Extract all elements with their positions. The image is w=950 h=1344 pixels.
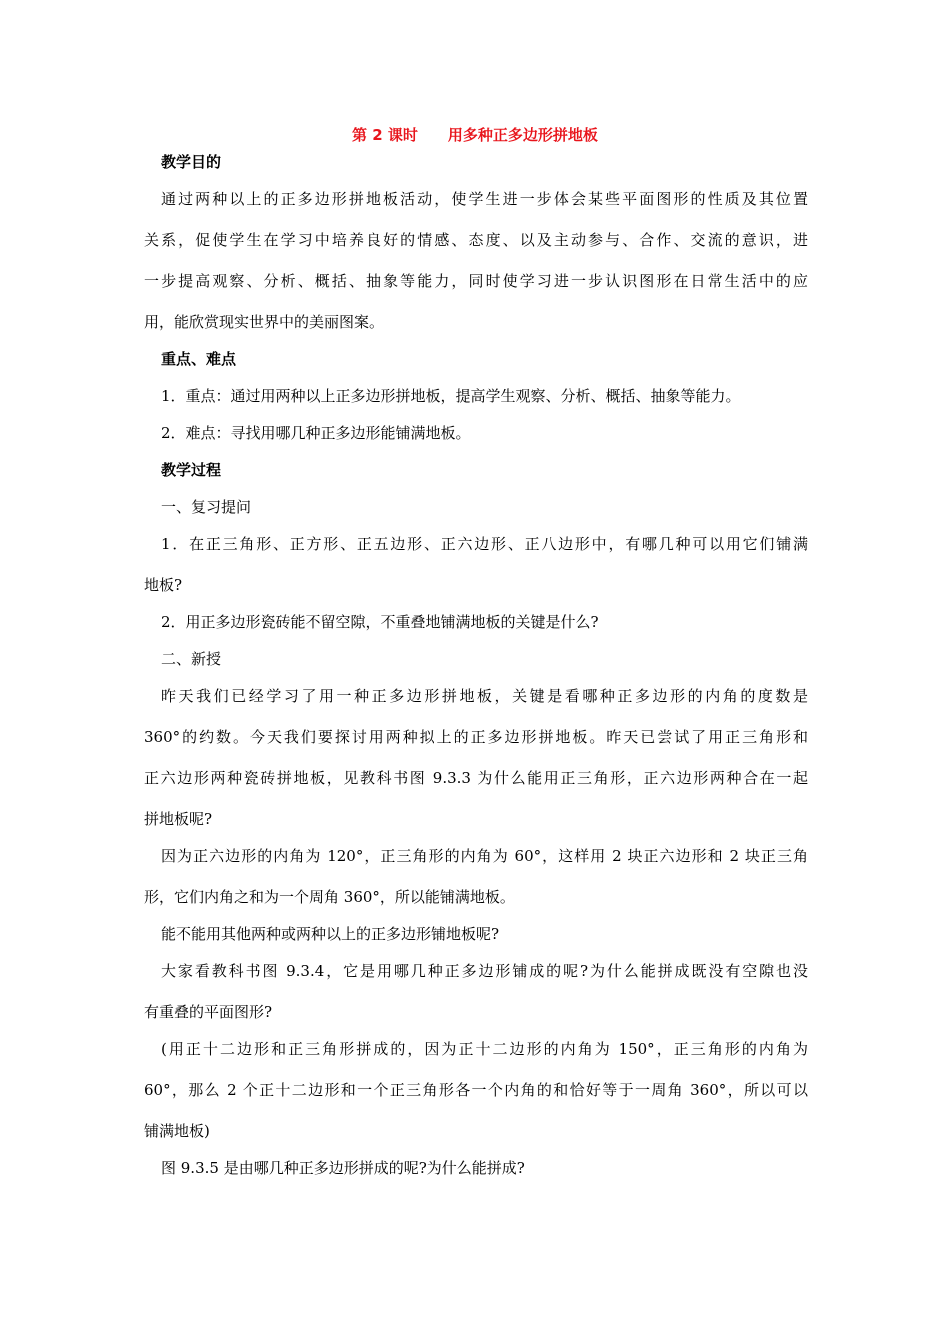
paragraph-1-line-2: 360°的约数。今天我们要探讨用两种拟上的正多边形拼地板。昨天已尝试了用正三角形和 — [144, 728, 808, 746]
paragraph-5-line-2: 60°，那么 2 个正十二边形和一个正三角形各一个内角的和恰好等于一周角 360°，所以可以 — [144, 1081, 808, 1099]
goal-line-4: 用，能欣赏现实世界中的美丽图案。 — [144, 313, 385, 331]
document-body — [144, 150, 808, 1193]
review-heading: 一、复习提问 — [161, 498, 252, 516]
review-question-1-line-1: 1．在正三角形、正方形、正五边形、正六边形、正八边形中，有哪几种可以用它们铺满 — [161, 535, 808, 553]
new-lesson-heading: 二、新授 — [161, 650, 222, 668]
paragraph-4-line-2: 有重叠的平面图形? — [144, 1003, 273, 1021]
paragraph-5-line-1: (用正十二边形和正三角形拼成的，因为正十二边形的内角为 150°，正三角形的内角为 — [161, 1040, 808, 1058]
paragraph-2-line-1: 因为正六边形的内角为 120°，正三角形的内角为 60°，这样用 2 块正六边形和 2 块正三角 — [161, 847, 808, 865]
review-question-1-line-2: 地板? — [144, 576, 183, 594]
paragraph-3: 能不能用其他两种或两种以上的正多边形铺地板呢? — [161, 925, 500, 943]
goal-heading: 教学目的 — [161, 153, 222, 171]
review-question-2: 2．用正多边形瓷砖能不留空隙，不重叠地铺满地板的关键是什么? — [161, 613, 599, 631]
key-point-1: 1．重点：通过用两种以上正多边形拼地板，提高学生观察、分析、概括、抽象等能力。 — [161, 387, 741, 405]
paragraph-2-line-2: 形，它们内角之和为一个周角 360°，所以能铺满地板。 — [144, 888, 515, 906]
goal-line-3: 一步提高观察、分析、概括、抽象等能力，同时使学习进一步认识图形在日常生活中的应 — [144, 272, 808, 290]
paragraph-6: 图 9.3.5 是由哪几种正多边形拼成的呢?为什么能拼成? — [161, 1159, 525, 1177]
goal-line-2: 关系，促使学生在学习中培养良好的情感、态度、以及主动参与、合作、交流的意识，进 — [144, 231, 808, 249]
paragraph-1-line-1: 昨天我们已经学习了用一种正多边形拼地板，关键是看哪种正多边形的内角的度数是 — [161, 687, 808, 705]
paragraph-1-line-4: 拼地板呢? — [144, 810, 213, 828]
paragraph-4-line-1: 大家看教科书图 9.3.4，它是用哪几种正多边形铺成的呢?为什么能拼成既没有空隙也没 — [161, 962, 808, 980]
lesson-title: 第 2 课时 用多种正多边形拼地板 — [352, 126, 598, 144]
paragraph-1-line-3: 正六边形两种瓷砖拼地板，见教科书图 9.3.3 为什么能用正三角形，正六边形两种合在一起 — [144, 769, 808, 787]
goal-line-1: 通过两种以上的正多边形拼地板活动，使学生进一步体会某些平面图形的性质及其位置 — [161, 190, 808, 208]
paragraph-5-line-3: 铺满地板) — [144, 1122, 210, 1140]
key-point-2: 2．难点：寻找用哪几种正多边形能铺满地板。 — [161, 424, 471, 442]
key-heading: 重点、难点 — [161, 350, 237, 368]
process-heading: 教学过程 — [161, 461, 222, 479]
